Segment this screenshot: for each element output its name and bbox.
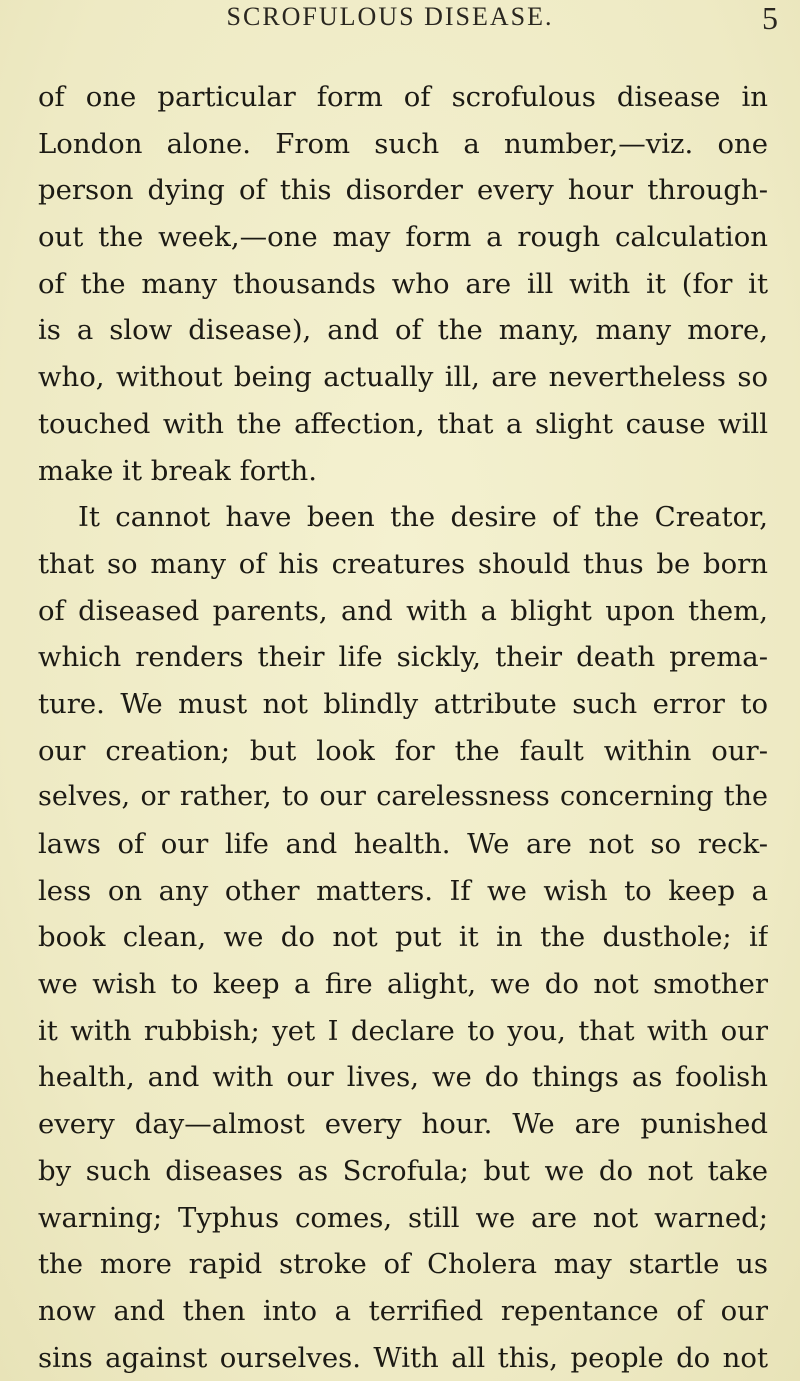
text-line: of diseased parents, and with a blight upon them,	[38, 594, 768, 627]
text-line: who, without being actually ill, are nevertheless so	[38, 361, 768, 394]
text-line: we wish to keep a fire alight, we do not smother	[38, 968, 768, 1001]
running-head: SCROFULOUS DISEASE.	[226, 2, 554, 31]
text-line: the more rapid stroke of Cholera may startle us	[38, 1248, 768, 1281]
text-line: out the week,—one may form a rough calculation	[38, 221, 768, 254]
text-line: now and then into a terrified repentance of our	[38, 1294, 768, 1327]
text-line: laws of our life and health. We are not so reck-	[38, 828, 768, 860]
text-line: it with rubbish; yet I declare to you, that with our	[38, 1014, 768, 1047]
page-number: 5	[762, 0, 778, 36]
text-line: sins against ourselves. With all this, people do not	[38, 1341, 768, 1374]
text-line: is a slow disease), and of the many, many more,	[38, 314, 768, 347]
text-line: our creation; but look for the fault within our-	[38, 734, 768, 767]
text-line: book clean, we do not put it in the dusthole; if	[38, 921, 768, 954]
text-line: It cannot have been the desire of the Creator,	[78, 501, 768, 534]
text-line: ture. We must not blindly attribute such error to	[38, 687, 768, 720]
text-line: that so many of his creatures should thus be born	[38, 547, 768, 580]
text-line: which renders their life sickly, their death prema-	[38, 641, 768, 674]
text-line: touched with the affection, that a slight cause will	[38, 407, 768, 440]
text-line: warning; Typhus comes, still we are not warned;	[38, 1201, 768, 1234]
body-text	[38, 74, 768, 1381]
text-line: health, and with our lives, we do things as foolish	[38, 1061, 768, 1094]
text-line: selves, or rather, to our carelessness concerning the	[38, 781, 768, 813]
text-line: make it break forth.	[38, 454, 317, 487]
text-line: London alone. From such a number,—viz. one	[38, 127, 768, 160]
text-line: by such diseases as Scrofula; but we do not take	[38, 1154, 768, 1187]
text-line: person dying of this disorder every hour through-	[38, 174, 768, 207]
text-line: of the many thousands who are ill with it (for it	[38, 267, 768, 300]
text-line: of one particular form of scrofulous disease in	[38, 81, 768, 113]
text-line: less on any other matters. If we wish to keep a	[38, 874, 768, 907]
text-line: every day—almost every hour. We are punished	[38, 1108, 768, 1141]
